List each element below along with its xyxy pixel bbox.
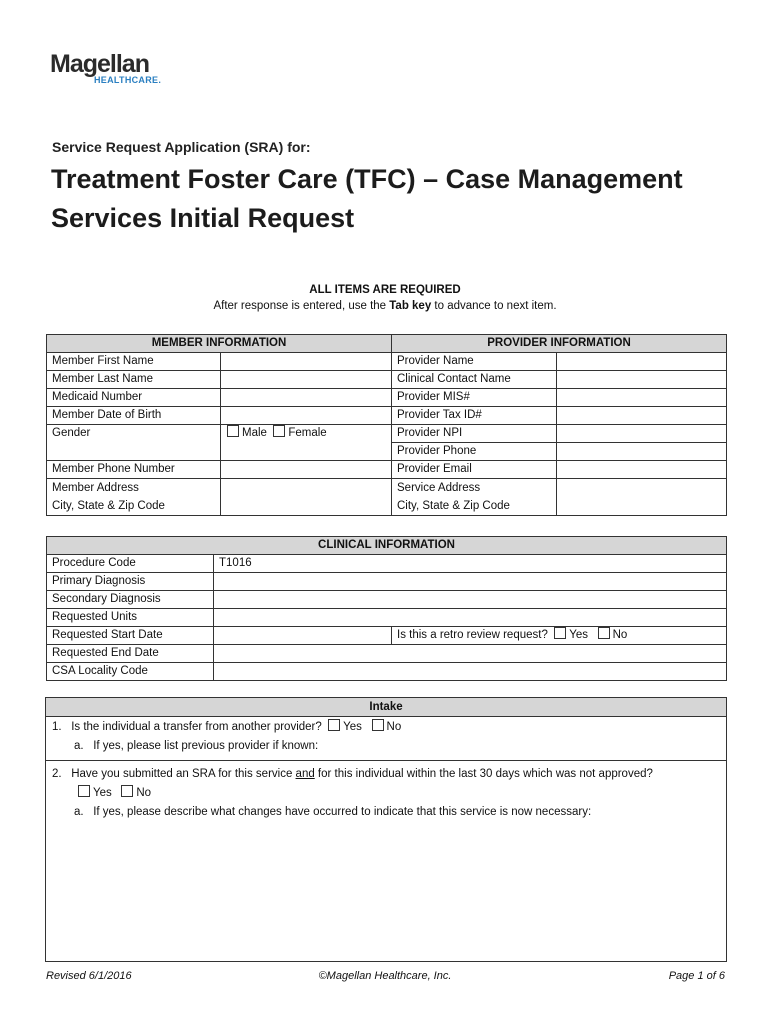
page-title <box>51 160 683 238</box>
provider-info-header: PROVIDER INFORMATION <box>392 335 727 353</box>
female-checkbox[interactable] <box>273 425 285 437</box>
member-city-line: City, State & Zip Code <box>52 500 165 512</box>
male-label: Male <box>242 427 267 439</box>
csa-locality-field[interactable] <box>214 663 727 681</box>
provider-mis-field[interactable] <box>557 389 727 407</box>
female-label: Female <box>288 427 327 439</box>
requested-units-label: Requested Units <box>47 609 214 627</box>
q2-no-checkbox[interactable] <box>121 785 133 797</box>
requested-start-date-label: Requested Start Date <box>47 627 214 645</box>
title-line-2: Services Initial Request <box>51 203 355 233</box>
service-address-line: Service Address <box>397 482 481 494</box>
member-first-name-field[interactable] <box>221 353 392 371</box>
member-info-header: MEMBER INFORMATION <box>47 335 392 353</box>
q2-yes-checkbox[interactable] <box>78 785 90 797</box>
member-dob-field[interactable] <box>221 407 392 425</box>
all-items-required: ALL ITEMS ARE REQUIRED <box>309 284 461 296</box>
secondary-diagnosis-field[interactable] <box>214 591 727 609</box>
gender-label: Gender <box>47 425 221 461</box>
q1-number: 1. <box>52 721 62 733</box>
member-phone-field[interactable] <box>221 461 392 479</box>
service-city-line: City, State & Zip Code <box>397 500 510 512</box>
clinical-info-table <box>46 536 727 681</box>
q1a-letter: a. <box>74 740 84 752</box>
intake-header: Intake <box>46 698 726 717</box>
q2-text-pre: Have you submitted an SRA for this service <box>71 768 296 780</box>
instr-key: Tab key <box>389 300 432 312</box>
instr-pre: After response is entered, use the <box>213 300 390 312</box>
q1-yes-label: Yes <box>343 721 362 733</box>
procedure-code-field[interactable]: T1016 <box>214 555 727 573</box>
retro-yes-checkbox[interactable] <box>554 627 566 639</box>
q2-no-label: No <box>136 787 152 799</box>
member-dob-label: Member Date of Birth <box>47 407 221 425</box>
procedure-code-label: Procedure Code <box>47 555 214 573</box>
member-last-name-label: Member Last Name <box>47 371 221 389</box>
footer-revised: Revised 6/1/2016 <box>46 970 132 982</box>
q1-yes-checkbox[interactable] <box>328 719 340 731</box>
q2-text-post: for this individual within the last 30 days which was not approved? <box>314 768 653 780</box>
provider-name-label: Provider Name <box>392 353 557 371</box>
provider-npi-field[interactable] <box>557 425 727 443</box>
male-checkbox[interactable] <box>227 425 239 437</box>
retro-review-question <box>392 627 727 645</box>
requested-end-date-field[interactable] <box>214 645 727 663</box>
requested-start-date-field[interactable] <box>214 627 392 645</box>
gender-options <box>221 425 392 461</box>
csa-locality-label: CSA Locality Code <box>47 663 214 681</box>
medicaid-number-label: Medicaid Number <box>47 389 221 407</box>
member-last-name-field[interactable] <box>221 371 392 389</box>
instr-post: to advance to next item. <box>431 300 557 312</box>
q1-no-checkbox[interactable] <box>372 719 384 731</box>
intake-question-1 <box>46 717 726 761</box>
member-address-label <box>47 479 221 516</box>
logo-main: Magellan <box>50 50 149 78</box>
q2a-text: If yes, please describe what changes have occurred to indicate that this service is now necessary: <box>93 806 592 818</box>
medicaid-number-field[interactable] <box>221 389 392 407</box>
provider-phone-field[interactable] <box>557 443 727 461</box>
provider-mis-label: Provider MIS# <box>392 389 557 407</box>
q1-no-label: No <box>386 721 402 733</box>
clinical-contact-label: Clinical Contact Name <box>392 371 557 389</box>
tab-instruction <box>0 300 770 312</box>
provider-tax-field[interactable] <box>557 407 727 425</box>
member-address-line: Member Address <box>52 482 139 494</box>
requested-end-date-label: Requested End Date <box>47 645 214 663</box>
provider-phone-label: Provider Phone <box>392 443 557 461</box>
member-provider-table <box>46 334 727 516</box>
clinical-info-header: CLINICAL INFORMATION <box>47 537 727 555</box>
retro-no-label: No <box>612 629 628 641</box>
retro-no-checkbox[interactable] <box>598 627 610 639</box>
q2-text-and: and <box>295 768 315 780</box>
provider-name-field[interactable] <box>557 353 727 371</box>
logo-sub: HEALTHCARE. <box>94 75 162 85</box>
intake-section <box>45 697 727 962</box>
q2-number: 2. <box>52 768 62 780</box>
member-phone-label: Member Phone Number <box>47 461 221 479</box>
retro-yes-label: Yes <box>569 629 588 641</box>
intake-question-2 <box>46 761 726 961</box>
footer-copyright: ©Magellan Healthcare, Inc. <box>318 970 452 982</box>
clinical-contact-field[interactable] <box>557 371 727 389</box>
primary-diagnosis-field[interactable] <box>214 573 727 591</box>
requested-units-field[interactable] <box>214 609 727 627</box>
q2-yes-label: Yes <box>93 787 112 799</box>
q2a-letter: a. <box>74 806 84 818</box>
sra-for-label: Service Request Application (SRA) for: <box>52 139 311 155</box>
provider-tax-label: Provider Tax ID# <box>392 407 557 425</box>
footer-page-number: Page 1 of 6 <box>668 970 725 982</box>
provider-npi-label: Provider NPI <box>392 425 557 443</box>
magellan-logo <box>50 52 161 85</box>
q1a-text: If yes, please list previous provider if known: <box>93 740 319 752</box>
title-line-1: Treatment Foster Care (TFC) – Case Management <box>51 164 683 194</box>
service-address-label <box>392 479 557 516</box>
retro-review-label: Is this a retro review request? <box>397 629 548 641</box>
q1-text: Is the individual a transfer from another provider? <box>71 721 322 733</box>
secondary-diagnosis-label: Secondary Diagnosis <box>47 591 214 609</box>
member-first-name-label: Member First Name <box>47 353 221 371</box>
provider-email-field[interactable] <box>557 461 727 479</box>
primary-diagnosis-label: Primary Diagnosis <box>47 573 214 591</box>
service-address-field[interactable] <box>557 479 727 516</box>
member-address-field[interactable] <box>221 479 392 516</box>
provider-email-label: Provider Email <box>392 461 557 479</box>
